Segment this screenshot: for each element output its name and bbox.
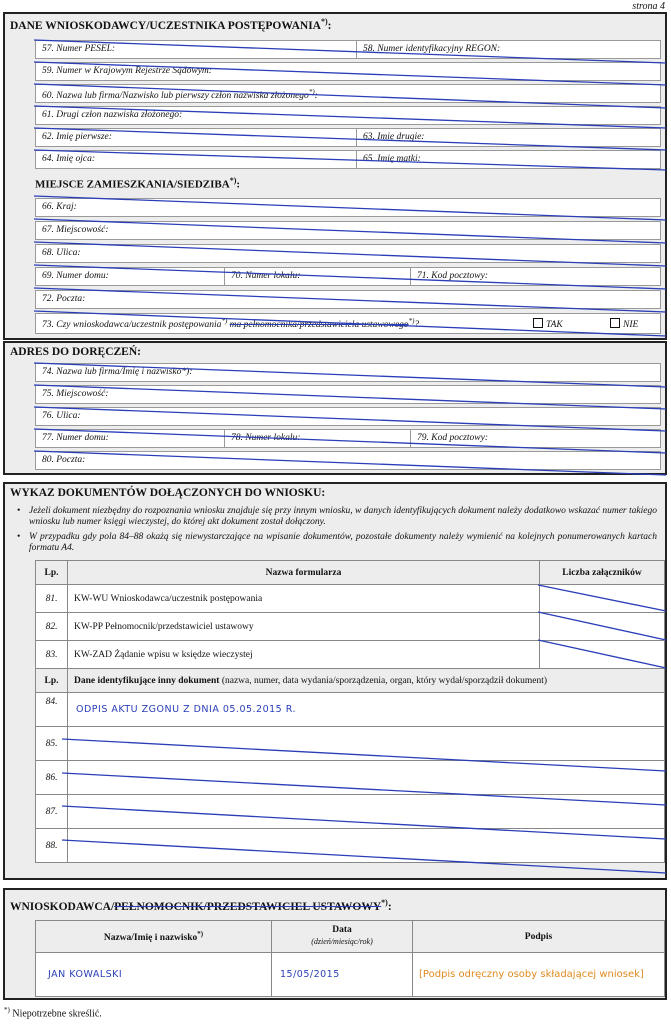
checkbox-icon xyxy=(610,318,620,328)
field-76[interactable] xyxy=(35,407,661,426)
field-59-label: 59. Numer w Krajowym Rejestrze Sądowym: xyxy=(42,66,212,76)
other-lp: 87. xyxy=(36,795,68,829)
form-name: KW-ZAD Żądanie wpisu w księdze wieczystej xyxy=(68,641,540,669)
delivery-title: ADRES DO DORĘCZEŃ: xyxy=(10,346,141,358)
field-59[interactable] xyxy=(35,62,661,81)
other-lp-header: Lp. xyxy=(36,669,68,693)
signature-date-value[interactable]: 15/05/2015 xyxy=(272,953,413,997)
delivery-section xyxy=(3,341,667,475)
instruction-1: • Jeżeli dokument niezbędny do rozpoznania wniosku znajduje się przy innym wniosku, w danych identyfikujących dokument należy dodatkowo wskazać numer takiego wniosku lub numer księgi wieczystej, do której akt dokument został dołączony. xyxy=(15,506,657,528)
signature-table xyxy=(35,920,665,997)
field-78-label: 78. Numer lokalu: xyxy=(231,433,301,443)
field-67[interactable] xyxy=(35,221,661,240)
col-date: Data (dzień/miesiąc/rok) xyxy=(272,921,413,953)
field-69-label: 69. Numer domu: xyxy=(42,271,109,281)
checkbox-icon xyxy=(533,318,543,328)
field-80-label: 80. Poczta: xyxy=(42,455,86,465)
form-lp: 82. xyxy=(36,613,68,641)
field-67-label: 67. Miejscowość: xyxy=(42,225,109,235)
field-57-58[interactable] xyxy=(35,40,661,59)
field-65-label: 65. Imię matki: xyxy=(363,154,421,164)
field-76-label: 76. Ulica: xyxy=(42,411,81,421)
field-77-label: 77. Numer domu: xyxy=(42,433,109,443)
documents-section xyxy=(3,482,667,880)
other-doc-header: Dane identyfikujące inny dokument (nazwa, numer, data wydania/sporządzenia, organ, który wydał/sporządził dokument) xyxy=(68,669,665,693)
instruction-2: • W przypadku gdy pola 84–88 okażą się niewystarczające na wpisanie dokumentów, pozostałe dokumenty należy wymienić na kolejnych ponumerowanych kartach formatu A4. xyxy=(15,532,657,554)
other-lp: 88. xyxy=(36,829,68,863)
field-69-71[interactable] xyxy=(35,267,661,286)
other-doc-value[interactable] xyxy=(68,761,665,795)
documents-instructions xyxy=(15,506,657,558)
applicant-section xyxy=(3,12,667,340)
field-75[interactable] xyxy=(35,385,661,404)
field-79-cell[interactable] xyxy=(410,430,660,447)
residence-title: MIEJSCE ZAMIESZKANIA/SIEDZIBA*): xyxy=(35,176,241,191)
form-count[interactable] xyxy=(540,613,665,641)
field-68-label: 68. Ulica: xyxy=(42,248,81,258)
field-61[interactable] xyxy=(35,106,661,125)
field-61-label: 61. Drugi człon nazwiska złożonego: xyxy=(42,110,183,120)
form-count[interactable] xyxy=(540,585,665,613)
field-58-cell[interactable] xyxy=(356,41,660,58)
other-doc-value[interactable] xyxy=(68,795,665,829)
yes-checkbox[interactable]: TAK xyxy=(533,318,563,330)
field-73[interactable] xyxy=(35,313,661,334)
field-57-label: 57. Numer PESEL: xyxy=(42,44,116,54)
field-73-label: 73. Czy wnioskodawca/uczestnik postępowania*) ma pełnomocnika/przedstawiciela ustawowego*)? xyxy=(42,317,420,331)
other-doc-value[interactable]: ODPIS AKTU ZGONU Z DNIA 05.05.2015 R. xyxy=(68,693,665,727)
other-doc-value[interactable] xyxy=(68,727,665,761)
field-62-label: 62. Imię pierwsze: xyxy=(42,132,112,142)
form-lp: 83. xyxy=(36,641,68,669)
col-name-header: Nazwa formularza xyxy=(68,561,540,585)
applicant-title: DANE WNIOSKODAWCY/UCZESTNIKA POSTĘPOWANIA*): xyxy=(10,17,332,32)
field-66-label: 66. Kraj: xyxy=(42,202,77,212)
field-71-label: 71. Kod pocztowy: xyxy=(417,271,488,281)
field-70-cell[interactable] xyxy=(224,268,409,285)
field-58-label: 58. Numer identyfikacyjny REGON: xyxy=(363,44,501,54)
field-72-label: 72. Poczta: xyxy=(42,294,86,304)
field-79-label: 79. Kod pocztowy: xyxy=(417,433,488,443)
form-name: KW-WU Wnioskodawca/uczestnik postępowania xyxy=(68,585,540,613)
field-72[interactable] xyxy=(35,290,661,309)
field-80[interactable] xyxy=(35,451,661,470)
col-signature: Podpis xyxy=(413,921,665,953)
col-count-header: Liczba załączników xyxy=(540,561,665,585)
field-77-79[interactable] xyxy=(35,429,661,448)
field-63-label: 63. Imię drugie: xyxy=(363,132,425,142)
form-name: KW-PP Pełnomocnik/przedstawiciel ustawowy xyxy=(68,613,540,641)
footnote: *) Niepotrzebne skreślić. xyxy=(4,1006,102,1020)
col-lp-header: Lp. xyxy=(36,561,68,585)
other-lp: 85. xyxy=(36,727,68,761)
field-75-label: 75. Miejscowość: xyxy=(42,389,109,399)
other-doc-value[interactable] xyxy=(68,829,665,863)
field-74[interactable] xyxy=(35,363,661,382)
signature-title: WNIOSKODAWCA/PEŁNOMOCNIK/PRZEDSTAWICIEL USTAWOWY*): xyxy=(10,898,392,913)
col-signer-name: Nazwa/Imię i nazwisko*) xyxy=(36,921,272,953)
signature-section xyxy=(3,888,667,1000)
field-68[interactable] xyxy=(35,244,661,263)
field-70-label: 70. Numer lokalu: xyxy=(231,271,301,281)
other-lp: 86. xyxy=(36,761,68,795)
field-66[interactable] xyxy=(35,198,661,217)
field-60-label: 60. Nazwa lub firma/Nazwisko lub pierwszy człon nazwiska złożonego*): xyxy=(42,88,318,102)
documents-title: WYKAZ DOKUMENTÓW DOŁĄCZONYCH DO WNIOSKU: xyxy=(10,487,326,499)
field-65-cell[interactable] xyxy=(356,151,660,168)
field-64-label: 64. Imię ojca: xyxy=(42,154,96,164)
form-count[interactable] xyxy=(540,641,665,669)
form-lp: 81. xyxy=(36,585,68,613)
forms-table xyxy=(35,560,665,863)
field-62-63[interactable] xyxy=(35,128,661,147)
field-60[interactable] xyxy=(35,84,661,103)
field-74-label: 74. Nazwa lub firma/Imię i nazwisko*): xyxy=(42,367,193,377)
field-71-cell[interactable] xyxy=(410,268,660,285)
other-lp: 84. xyxy=(36,693,68,727)
signer-name-value[interactable]: JAN KOWALSKI xyxy=(36,953,272,997)
page-number: strona 4 xyxy=(632,1,665,12)
signature-value[interactable]: [Podpis odręczny osoby składającej wniosek] xyxy=(413,953,665,997)
field-64-65[interactable] xyxy=(35,150,661,169)
no-checkbox[interactable]: NIE xyxy=(610,318,638,330)
field-63-cell[interactable] xyxy=(356,129,660,146)
field-78-cell[interactable] xyxy=(224,430,409,447)
